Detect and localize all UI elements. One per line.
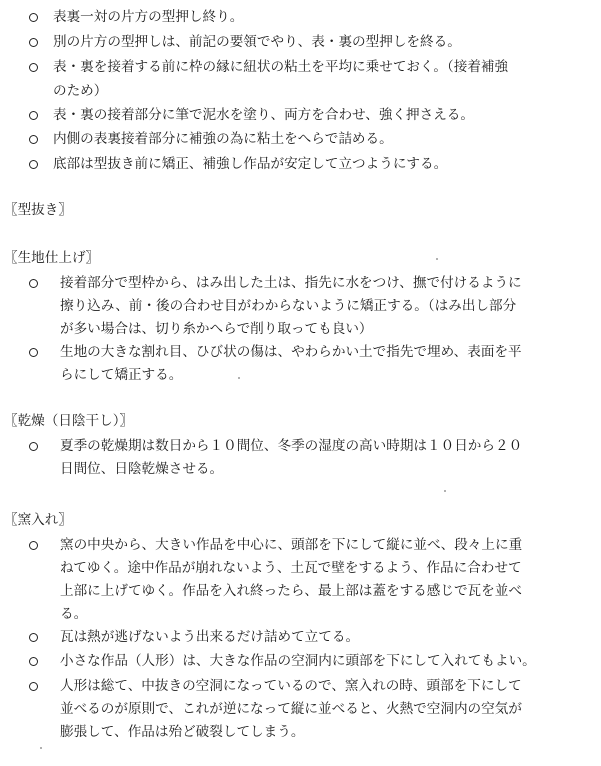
list-item-continuation: 擦り込み、前・後の合わせ目がわからないように矯正する。（はみ出し部分: [60, 298, 517, 314]
scan-speck: [238, 377, 240, 379]
bullet-circle-icon: [29, 38, 38, 47]
bullet-circle-icon: [29, 13, 38, 22]
list-item: 接着部分で型枠から、はみ出した土は、指先に水をつけ、撫で付けるように: [60, 275, 522, 291]
section-heading-katanuki: 〖型抜き〗: [4, 202, 72, 218]
list-item-continuation: が多い場合は、切り糸かへらで削り取っても良い）: [60, 321, 373, 337]
list-item: 表・裏を接着する前に枠の縁に紐状の粘土を平均に乗せておく。（接着補強: [53, 59, 509, 75]
bullet-circle-icon: [29, 279, 38, 288]
list-item: 表・裏の接着部分に筆で泥水を塗り、両方を合わせ、強く押さえる。: [53, 107, 474, 123]
scan-speck: [436, 258, 438, 260]
list-item: 内側の表裏接着部分に補強の為に粘土をへらで詰める。: [53, 131, 393, 147]
list-item: 窯の中央から、大きい作品を中心に、頭部を下にして縦に並べ、段々上に重: [60, 537, 523, 553]
list-item-continuation: 日間位、日陰乾燥させる。: [60, 461, 224, 477]
bullet-circle-icon: [29, 633, 38, 642]
list-item: 底部は型抜き前に矯正、補強し作品が安定して立つようにする。: [53, 156, 448, 172]
list-item-continuation: 並べるのが原則で、これが逆になって縦に並べると、火熱で空洞内の空気が: [60, 701, 522, 717]
list-item: 表裏一対の片方の型押し終り。: [53, 9, 244, 25]
list-item-continuation: らにして矯正する。: [60, 367, 183, 383]
bullet-circle-icon: [29, 682, 38, 691]
list-item: 人形は総て、中抜きの空洞になっているので、窯入れの時、頭部を下にして: [60, 678, 522, 694]
list-item: 夏季の乾燥期は数日から１０間位、冬季の湿度の高い時期は１０日から２０: [60, 438, 523, 454]
bullet-circle-icon: [29, 111, 38, 120]
list-item-continuation: る。: [60, 606, 88, 622]
section-heading-kanso: 〖乾燥（日陰干し）〗: [4, 413, 134, 429]
list-item-continuation: ねてゆく。途中作品が崩れないよう、土瓦で壁をするよう、作品に合わせて: [60, 560, 522, 576]
list-item-continuation: のため）: [53, 83, 108, 99]
scan-speck: [40, 747, 42, 749]
section-heading-kiji: 〖生地仕上げ〗: [4, 250, 100, 266]
bullet-circle-icon: [29, 135, 38, 144]
section-heading-kamaire: 〖窯入れ〗: [4, 512, 72, 528]
bullet-circle-icon: [29, 657, 38, 666]
list-item-continuation: 膨張して、作品は殆ど破裂してしまう。: [60, 724, 305, 740]
list-item-continuation: 上部に上げてゆく。作品を入れ終ったら、最上部は蓋をする感じで瓦を並べ: [60, 583, 522, 599]
bullet-circle-icon: [29, 348, 38, 357]
bullet-circle-icon: [29, 63, 38, 72]
list-item: 別の片方の型押しは、前記の要領でやり、表・裏の型押しを終る。: [53, 34, 461, 50]
list-item: 小さな作品（人形）は、大きな作品の空洞内に頭部を下にして入れてもよい。: [60, 653, 536, 669]
bullet-circle-icon: [29, 541, 38, 550]
bullet-circle-icon: [29, 442, 38, 451]
list-item: 瓦は熱が逃げないよう出来るだけ詰めて立てる。: [60, 629, 360, 645]
list-item: 生地の大きな割れ目、ひび状の傷は、やわらかい土で指先で埋め、表面を平: [60, 344, 522, 360]
scan-speck: [444, 490, 446, 492]
bullet-circle-icon: [29, 160, 38, 169]
